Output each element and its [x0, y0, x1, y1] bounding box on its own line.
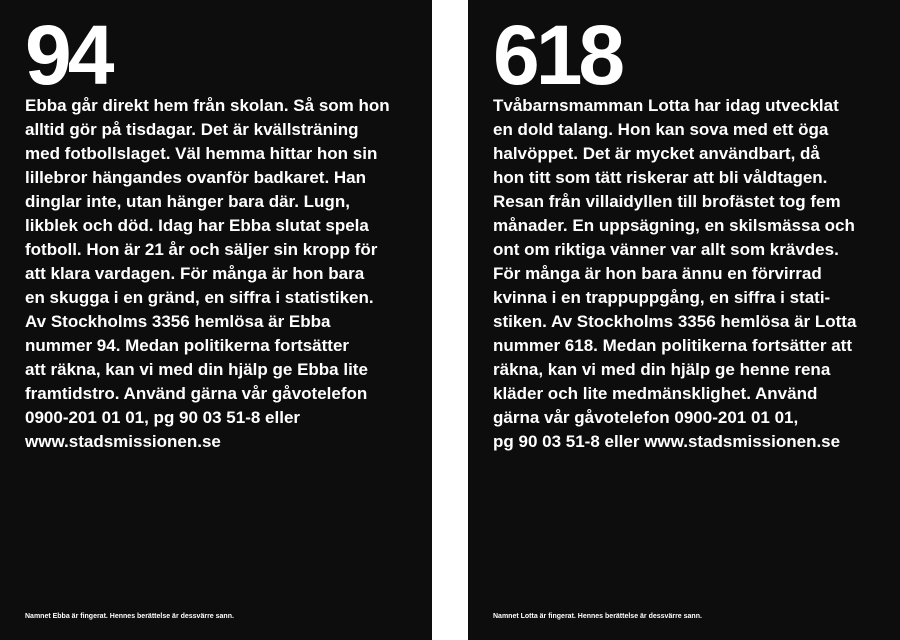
story-text: Tvåbarnsmamman Lotta har idag utvecklat en dold talang. Hon kan sova med ett öga halvöppet. Det är mycket användbart, då hon titt som tätt riskerar att bli våldtagen. Resan från villaidyllen till brofästet tog fem månader. En uppsägning, en skilsmässa och ont om riktiga vänner var allt som krävdes. För många är hon bara ännu en förvirrad kvinna i en trappuppgång, en siffra i stati- stiken. Av Stockholms 3356 hemlösa är Lotta nummer 618. Medan politikerna fortsätter att räkna, kan vi med din hjälp ge henne rena kläder och lite medmänsklighet. Använd gärna vår gåvotelefon 0900-201 01 01, pg 90 03 51-8 eller www.stadsmissionen.se	[493, 96, 857, 451]
poster-lotta	[468, 0, 900, 640]
footnote: Namnet Ebba är fingerat. Hennes berättelse är dessvärre sann.	[25, 613, 234, 620]
poster-ebba	[0, 0, 432, 640]
homeless-number: 618	[493, 8, 622, 102]
homeless-number: 94	[25, 8, 111, 102]
footnote: Namnet Lotta är fingerat. Hennes berättelse är dessvärre sann.	[493, 613, 702, 620]
story-text: Ebba går direkt hem från skolan. Så som hon alltid gör på tisdagar. Det är kvällsträning med fotbollslaget. Väl hemma hittar hon sin lillebror hängandes ovanför badkaret. Han dinglar inte, utan hänger bara där. Lugn, likblek och död. Idag har Ebba slutat spela fotboll. Hon är 21 år och säljer sin kropp för att klara vardagen. För många är hon bara en skugga i en gränd, en siffra i statistiken. Av Stockholms 3356 hemlösa är Ebba nummer 94. Medan politikerna fortsätter att räkna, kan vi med din hjälp ge Ebba lite framtidstro. Använd gärna vår gåvotelefon 0900-201 01 01, pg 90 03 51-8 eller www.stadsmissionen.se	[25, 96, 390, 451]
